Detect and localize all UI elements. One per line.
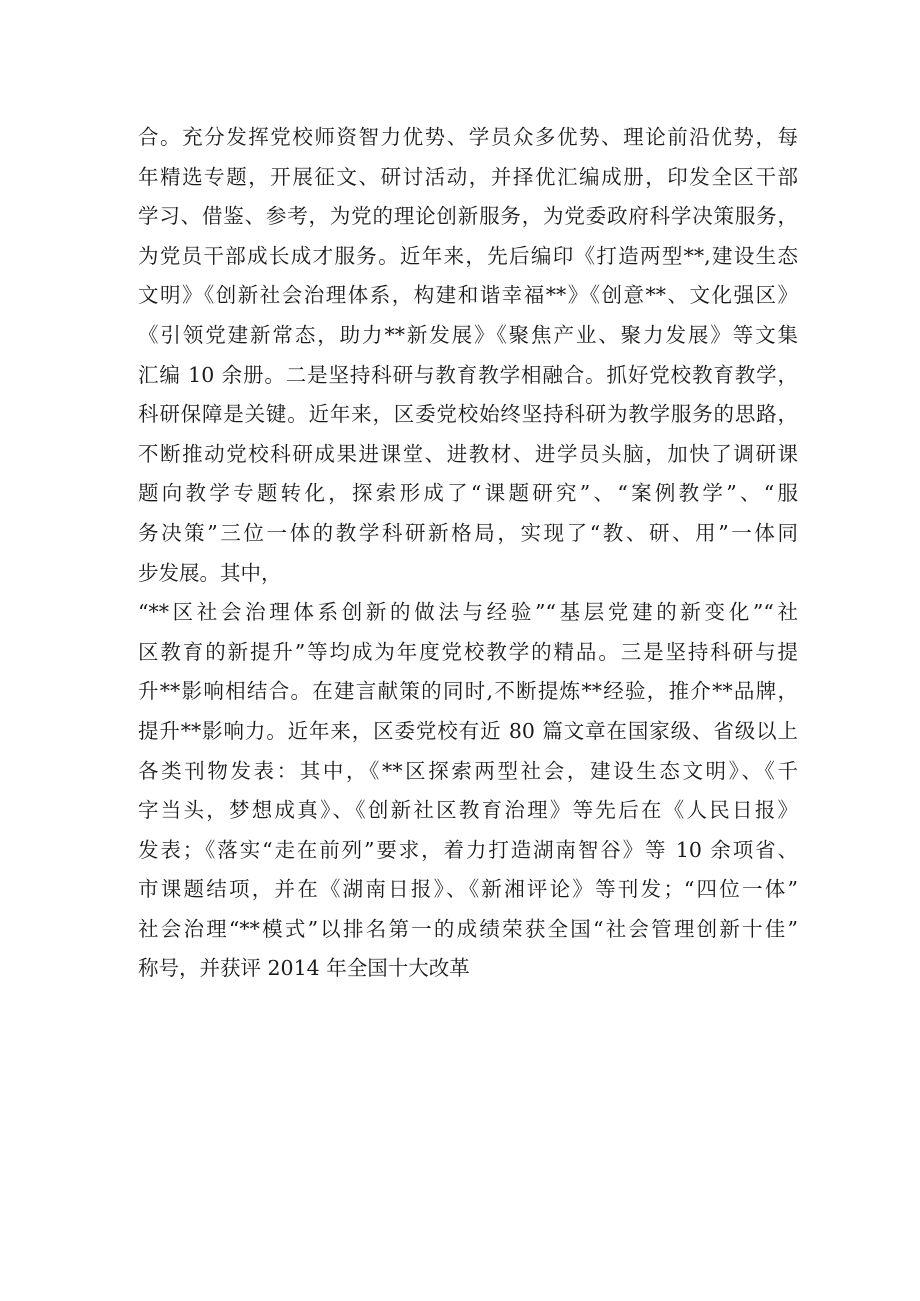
text-line: 步发展。其中， — [138, 560, 282, 585]
text-line: 务决策”三位一体的教学科研新格局，实现了“教、研、用”一体同 — [138, 520, 798, 545]
text-line: 年精选专题，开展征文、研讨活动，并择优汇编成册，印发全区干部 — [138, 164, 798, 189]
text-line: 区教育的新提升”等均成为年度党校教学的精品。三是坚持科研与提 — [138, 639, 798, 664]
text-line: 提升**影响力。近年来，区委党校有近 80 篇文章在国家级、省级以上 — [138, 718, 798, 743]
text-line: “**区社会治理体系创新的做法与经验”“基层党建的新变化”“社 — [138, 600, 798, 625]
text-line: 称号，并获评 2014 年全国十大改革 — [138, 956, 470, 981]
text-line: 市课题结项，并在《湖南日报》、《新湘评论》等刊发；“四位一体” — [138, 877, 798, 902]
text-line: 合。充分发挥党校师资智力优势、学员众多优势、理论前沿优势，每 — [138, 125, 798, 149]
text-line: 题向教学专题转化，探索形成了“课题研究”、“案例教学”、“服 — [138, 481, 798, 506]
text-line: 《引领党建新常态，助力**新发展》《聚焦产业、聚力发展》等文集 — [138, 322, 798, 347]
text-line: 各类刊物发表：其中，《**区探索两型社会，建设生态文明》、《千 — [138, 758, 798, 783]
text-line: 科研保障是关键。近年来，区委党校始终坚持科研为教学服务的思路， — [138, 402, 798, 427]
text-line: 不断推动党校科研成果进课堂、进教材、进学员头脑，加快了调研课 — [138, 441, 798, 466]
text-line: 字当头，梦想成真》、《创新社区教育治理》等先后在《人民日报》 — [138, 798, 798, 823]
text-line: 发表；《落实“走在前列”要求，着力打造湖南智谷》等 10 余项省、 — [138, 837, 798, 862]
body-text — [138, 118, 798, 989]
text-line: 为党员干部成长成才服务。近年来，先后编印《打造两型**,建设生态 — [138, 243, 798, 268]
text-line: 文明》《创新社会治理体系，构建和谐幸福**》《创意**、文化强区》 — [138, 283, 798, 308]
text-line: 汇编 10 余册。二是坚持科研与教育教学相融合。抓好党校教育教学， — [138, 362, 798, 387]
text-line: 升**影响相结合。在建言献策的同时,不断提炼**经验，推介**品牌， — [138, 679, 798, 704]
text-line: 学习、借鉴、参考，为党的理论创新服务，为党委政府科学决策服务， — [138, 204, 798, 229]
text-line: 社会治理“**模式”以排名第一的成绩荣获全国“社会管理创新十佳” — [138, 916, 798, 941]
